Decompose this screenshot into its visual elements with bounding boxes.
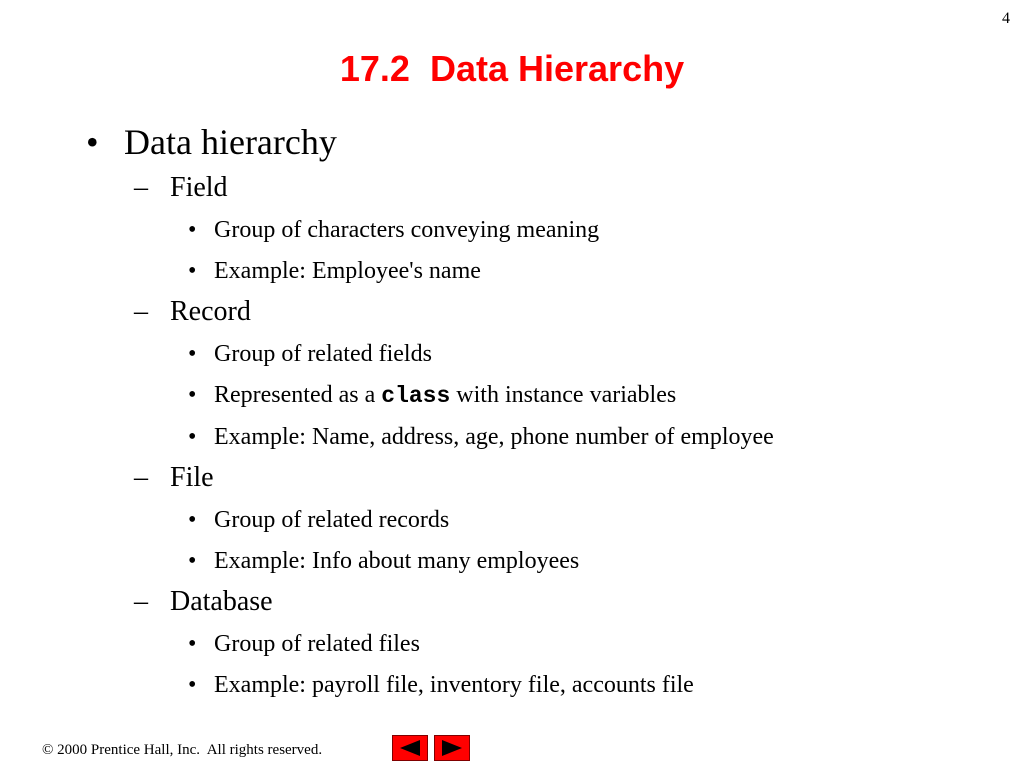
title-number: 17.2 [339, 48, 410, 89]
section-database [86, 584, 986, 702]
page-number: 4 [1002, 10, 1010, 27]
list-item-text [214, 379, 676, 413]
copyright-symbol: © [42, 742, 54, 758]
copyright-footer [42, 742, 322, 759]
list-item [188, 504, 986, 537]
dash-marker: – [134, 172, 148, 203]
section-heading-text: Field [170, 172, 228, 203]
section-heading [134, 584, 986, 620]
list-item-text: Example: Name, address, age, phone number of employee [214, 424, 774, 450]
section-heading [134, 170, 986, 206]
title-text: Data Hierarchy [429, 48, 685, 89]
right-triangle-icon [439, 739, 465, 757]
bullet-marker: • [188, 258, 197, 284]
main-bullet [86, 120, 986, 164]
slide-title [0, 48, 1024, 90]
left-triangle-icon [397, 739, 423, 757]
list-item-text: Example: Info about many employees [214, 548, 580, 574]
list-item [188, 379, 986, 413]
list-item [188, 338, 986, 371]
main-bullet-text: Data hierarchy [124, 122, 337, 162]
list-item [188, 669, 986, 702]
list-item-text: Group of related records [214, 507, 450, 533]
copyright-text: 2000 Prentice Hall, Inc. All rights reserved. [53, 742, 323, 758]
bullet-marker: • [188, 424, 197, 450]
dash-marker: – [134, 462, 148, 493]
previous-slide-button[interactable] [392, 735, 428, 761]
dash-marker: – [134, 586, 148, 617]
list-item-text: Group of related fields [214, 341, 432, 367]
list-item [188, 214, 986, 247]
section-heading-text: Database [170, 586, 273, 617]
section-heading [134, 294, 986, 330]
code-keyword: class [381, 383, 451, 409]
list-item-suffix: with instance variables [450, 382, 677, 408]
section-field [86, 170, 986, 288]
section-file [86, 460, 986, 578]
section-record [86, 294, 986, 454]
list-item-prefix: Represented as a [214, 382, 382, 408]
bullet-marker: • [188, 341, 197, 367]
list-item-text: Example: Employee's name [214, 258, 481, 284]
list-item [188, 421, 986, 454]
dash-marker: – [134, 296, 148, 327]
bullet-marker: • [188, 507, 197, 533]
bullet-marker: • [188, 217, 197, 243]
bullet-marker: • [188, 548, 197, 574]
section-heading-text: File [170, 462, 214, 493]
section-heading-text: Record [170, 296, 251, 327]
bullet-marker: • [188, 631, 197, 657]
section-heading [134, 460, 986, 496]
list-item-text: Group of characters conveying meaning [214, 217, 600, 243]
bullet-marker: • [188, 382, 197, 408]
slide-navigation [392, 735, 470, 761]
slide-content [86, 120, 986, 702]
next-slide-button[interactable] [434, 735, 470, 761]
list-item-text: Group of related files [214, 631, 420, 657]
bullet-marker: • [86, 122, 99, 162]
list-item [188, 545, 986, 578]
list-item-text: Example: payroll file, inventory file, accounts file [214, 672, 694, 698]
list-item [188, 255, 986, 288]
bullet-marker: • [188, 672, 197, 698]
list-item [188, 628, 986, 661]
